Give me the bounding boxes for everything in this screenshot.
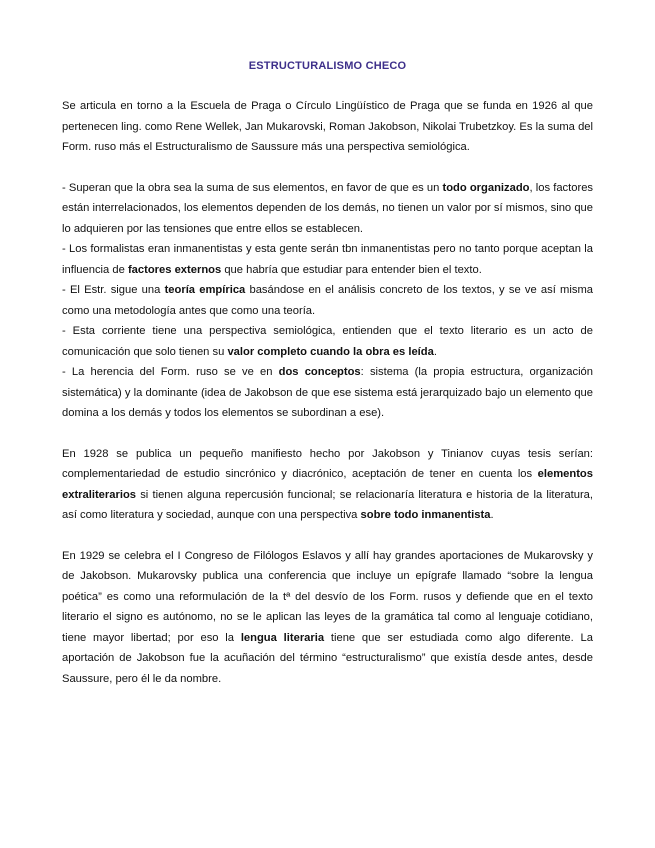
list-item: - Esta corriente tiene una perspectiva semiológica, entienden que el texto literario es un acto de comunicación que solo tienen su valor completo cuando la obra es leída. <box>62 325 593 358</box>
paragraph-1929: En 1929 se celebra el I Congreso de Filólogos Eslavos y allí hay grandes aportaciones de Mukarovsky y de Jakobson. Mukarovsky publica una conferencia que incluye un epígrafe llamado “sobre la lengua poética” es como una reformulación de la tª del desvío de los Form. rusos y defiende que en el texto literario el signo es autónomo, no se le aplican las leyes de la gramática tal como al lenguaje cotidiano, tiene mayor libertad; por eso la lengua literaria tiene que ser estudiada como algo diferente. La aportación de Jakobson fue la acuñación del término “estructuralismo” que existía desde antes, desde Saussure, pero él le da nombre. <box>62 549 594 685</box>
list-item: - La herencia del Form. ruso se ve en dos conceptos: sistema (la propia estructura, organización sistemática) y la dominante (idea de Jakobson de que ese sistema está jerarquizado bajo un elemento que domina a los demás y todos los elementos se subordinan a ese). <box>62 366 593 419</box>
intro-paragraph: Se articula en torno a la Escuela de Praga o Círculo Lingüístico de Praga que se funda en 1926 al que pertenecen ling. como Rene Wellek, Jan Mukarovski, Roman Jakobson, Nikolai Trubetzkoy. Es la suma del Form. ruso más el Estructuralismo de Saussure más una perspectiva semiológica. <box>62 100 593 153</box>
paragraph-gap <box>62 526 593 546</box>
list-item: - El Estr. sigue una teoría empírica basándose en el análisis concreto de los textos, y se ve así misma como una metodología antes que como una teoría. <box>62 284 593 317</box>
paragraph-gap <box>62 158 593 178</box>
paragraph-gap <box>62 424 593 444</box>
list-item: - Los formalistas eran inmanentistas y esta gente serán tbn inmanentistas pero no tanto porque aceptan la influencia de factores externos que habría que estudiar para entender bien el texto. <box>62 243 593 276</box>
paragraph-1928: En 1928 se publica un pequeño manifiesto hecho por Jakobson y Tinianov cuyas tesis serían: complementariedad de estudio sincrónico y diacrónico, aceptación de tener en cuenta los elementos extraliterarios si tienen alguna repercusión funcional; se relacionaría literatura e historia de la literatura, así como literatura y sociedad, aunque con una perspectiva sobre todo inmanentista. <box>62 447 593 521</box>
list-item: - Superan que la obra sea la suma de sus elementos, en favor de que es un todo organizado, los factores están interrelacionados, los elementos dependen de los demás, no tienen un valor por sí mismos, sino que lo adquieren por las tensiones que entre ellos se establecen. <box>62 181 594 235</box>
document-title: ESTRUCTURALISMO CHECO <box>248 60 407 72</box>
